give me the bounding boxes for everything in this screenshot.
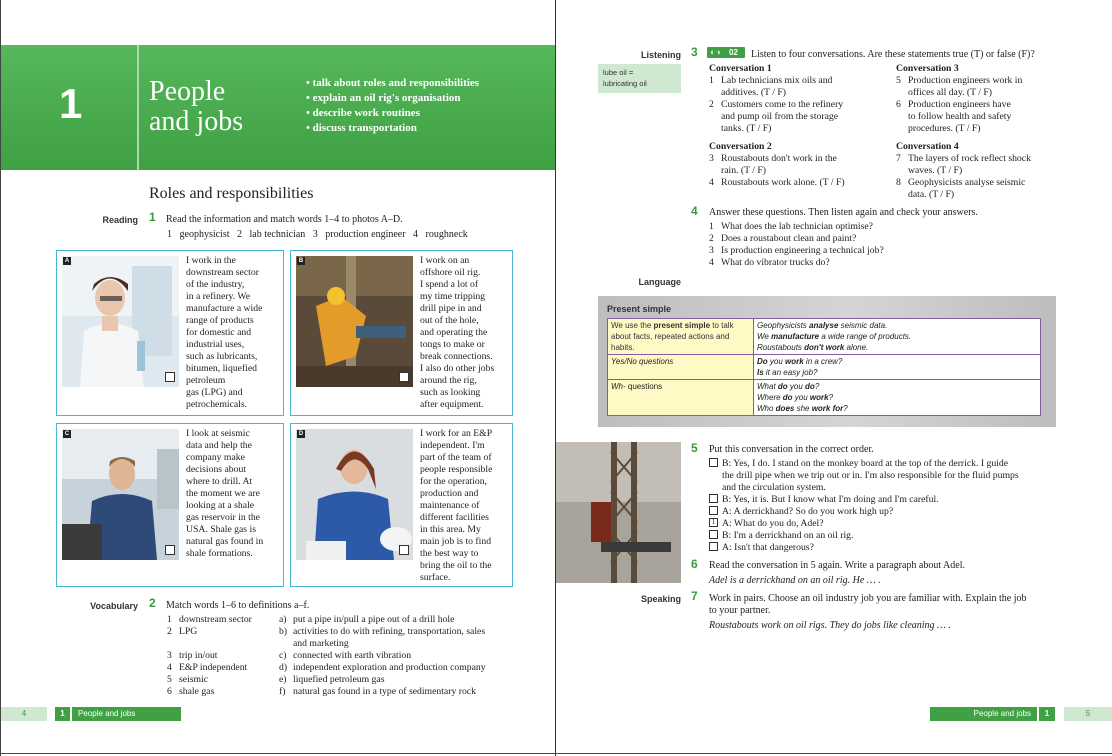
vocabulary-definitions — [279, 614, 529, 698]
page-number: 4 — [1, 707, 47, 721]
vocabulary-instruction: Match words 1–6 to definitions a–f. — [166, 600, 310, 611]
photo-tag: C — [64, 431, 70, 437]
objective-item: • explain an oil rig's organisation — [306, 92, 461, 104]
statement: 4 Roustabouts work alone. (T / F) — [709, 177, 845, 188]
answer-checkbox[interactable] — [399, 372, 409, 382]
objective-item: • discuss transportation — [306, 122, 417, 134]
order-box[interactable] — [709, 542, 718, 551]
vocab-definition: e) liquefied petroleum gas — [279, 674, 385, 685]
exercise-number: 2 — [149, 596, 156, 610]
photo-lab-technician — [62, 256, 179, 387]
footer-right — [930, 707, 1112, 721]
banner-divider — [137, 45, 139, 170]
exercise-number: 7 — [691, 589, 698, 603]
ex4-instruction: Answer these questions. Then listen again and check your answers. — [709, 207, 978, 218]
statement: 7 The layers of rock reflect shock waves. (T / F) — [896, 153, 1031, 176]
language-label: Language — [638, 277, 681, 287]
grammar-title: Present simple — [607, 304, 672, 314]
order-box[interactable] — [709, 458, 718, 467]
vocab-definition: f) natural gas found in a type of sedimentary rock — [279, 686, 476, 697]
vocab-word: 6 shale gas — [167, 686, 215, 697]
vocab-word: 3 trip in/out — [167, 650, 218, 661]
conversation-2: Conversation 2 3 Roustabouts don't work in the rain. (T / F) 4 Roustabouts work alone. (T / F) — [709, 141, 889, 189]
footer-unit-title: People and jobs — [72, 707, 181, 721]
statement: 6 Production engineers have to follow health and safety procedures. (T / F) — [896, 99, 1012, 134]
photo-roughneck — [296, 256, 413, 387]
conversation-line: A: Isn't that dangerous? — [709, 542, 1059, 554]
footer-unit-number: 1 — [1038, 707, 1055, 721]
grammar-rule: Yes/No questions — [608, 355, 754, 380]
unit-title — [149, 77, 243, 137]
ex5-instruction: Put this conversation in the correct order. — [709, 444, 874, 455]
unit-banner — [1, 45, 555, 170]
reading-words: 1 geophysicist 2 lab technician 3 production engineer 4 roughneck — [167, 229, 468, 240]
exercise-number: 6 — [691, 557, 698, 571]
grammar-examples: What do you do? Where do you work? Who does she work for? — [754, 380, 1041, 416]
photo-tag: A — [64, 258, 70, 264]
grammar-examples: Do you work in a crew? Is it an easy job? — [754, 355, 1041, 380]
reading-label: Reading — [102, 215, 138, 225]
order-box[interactable] — [709, 530, 718, 539]
vocab-definition: a) put a pipe in/pull a pipe out of a drill hole — [279, 614, 455, 625]
statement: 8 Geophysicists analyse seismic data. (T / F) — [896, 177, 1026, 200]
card-text: I look at seismic data and help the company make decisions about where to drill. At the moment we are looking at a shale gas reservoir in the USA. Shale gas is natural gas found in shale formations. — [186, 428, 264, 559]
vocab-definition: c) connected with earth vibration — [279, 650, 412, 661]
footer-left — [1, 707, 181, 721]
listening-label: Listening — [641, 50, 681, 60]
speaking-example: Roustabouts work on oil rigs. They do jobs like cleaning … . — [709, 620, 951, 631]
order-box[interactable] — [709, 494, 718, 503]
order-box[interactable] — [709, 506, 718, 515]
statement: 1 Lab technicians mix oils and additives. (T / F) — [709, 75, 833, 98]
question: 4 What do vibrator trucks do? — [709, 257, 830, 268]
conversation-line: B: I'm a derrickhand on an oil rig. — [709, 530, 1059, 542]
grammar-examples: Geophysicists analyse seismic data. We manufacture a wide range of products. Roustabouts don't work alone. — [754, 319, 1041, 355]
section-title: Roles and responsibilities — [149, 185, 314, 202]
question: 1 What does the lab technician optimise? — [709, 221, 873, 232]
ex5-conversation — [709, 458, 1059, 554]
footer-unit-title: People and jobs — [930, 707, 1037, 721]
exercise-number: 3 — [691, 45, 698, 59]
unit-title-line2: and jobs — [149, 106, 244, 137]
statement: 5 Production engineers work in offices all day. (T / F) — [896, 75, 1023, 98]
photo-tag: B — [298, 258, 304, 264]
question: 2 Does a roustabout clean and paint? — [709, 233, 857, 244]
vocab-definition: d) independent exploration and production company — [279, 662, 486, 673]
footer-unit-number: 1 — [55, 707, 71, 721]
page-spine — [555, 0, 556, 756]
page-number: 5 — [1064, 707, 1112, 721]
conversation-3: Conversation 3 5 Production engineers work in offices all day. (T / F) 6 Production engineers have to follow health and safety procedures. (T / F) — [896, 63, 1071, 135]
reading-instruction: Read the information and match words 1–4 to photos A–D. — [166, 214, 403, 225]
speaking-instruction: Work in pairs. Choose an oil industry job you are familiar with. Explain the job to your partner. — [709, 593, 1027, 616]
grammar-box — [598, 296, 1056, 427]
grammar-rule: We use the present simple to talk about facts, repeated actions and habits. — [608, 319, 754, 355]
photo-derrickhand — [556, 442, 681, 583]
conversation-line: B: Yes, I do. I stand on the monkey board at the top of the derrick. I guide the drill pipe when we trip out or in. I'm also responsible for the fluid pumps and the circulation system. — [709, 458, 1059, 494]
vocabulary-words — [167, 614, 277, 698]
vocab-word: 1 downstream sector — [167, 614, 252, 625]
ex6-instruction: Read the conversation in 5 again. Write a paragraph about Adel. — [709, 560, 965, 571]
grammar-rule: Wh- questions — [608, 380, 754, 416]
vocab-word: 2 LPG — [167, 626, 198, 637]
vocab-definition: and marketing — [293, 638, 349, 649]
exercise-number: 1 — [149, 210, 156, 224]
conversation-1: Conversation 1 1 Lab technicians mix oils and additives. (T / F) 2 Customers come to the refinery and pump oil from the storage tanks. (T / F) — [709, 63, 889, 135]
photo-tag: D — [298, 431, 304, 437]
reading-card-d — [290, 423, 513, 587]
ex4-questions — [709, 221, 1009, 269]
exercise-number: 5 — [691, 441, 698, 455]
answer-checkbox[interactable] — [165, 372, 175, 382]
objective-item: • describe work routines — [306, 107, 420, 119]
vocabulary-label: Vocabulary — [90, 601, 138, 611]
statement: 3 Roustabouts don't work in the rain. (T / F) — [709, 153, 837, 176]
audio-track-badge[interactable] — [707, 47, 745, 58]
card-text: I work in the downstream sector of the industry, in a refinery. We manufacture a wide range of products for domestic and industrial uses, such as lubricants, bitumen, liquefied petroleum gas (LPG) and petrochemicals. — [186, 255, 263, 410]
listening-instruction: Listen to four conversations. Are these statements true (T) or false (F)? — [751, 49, 1035, 60]
objective-item: • talk about roles and responsibilities — [306, 77, 480, 89]
glossary-note: lube oil = lubricating oil — [598, 64, 681, 93]
objectives-list — [306, 76, 479, 136]
grammar-table — [607, 318, 1041, 416]
conversation-4: Conversation 4 7 The layers of rock reflect shock waves. (T / F) 8 Geophysicists analyse seismic data. (T / F) — [896, 141, 1071, 201]
reading-card-a — [56, 250, 284, 416]
conversation-line: B: Yes, it is. But I know what I'm doing and I'm careful. — [709, 494, 1059, 506]
audio-icon: ◐◑ — [710, 47, 721, 57]
conversation-line: 1 A: What do you do, Adel? — [709, 518, 1059, 530]
vocab-word: 5 seismic — [167, 674, 209, 685]
photo-geophysicist — [62, 429, 179, 560]
unit-title-line1: People — [149, 76, 226, 107]
reading-card-b — [290, 250, 513, 416]
track-number: 02 — [729, 48, 738, 57]
unit-number: 1 — [59, 80, 83, 127]
answer-checkbox[interactable] — [165, 545, 175, 555]
card-text: I work for an E&P independent. I'm part of the team of people responsible for the operation, production and maintenance of different facilities in this area. My main job is to find the best way to bring the oil to the surface. — [420, 428, 493, 583]
speaking-label: Speaking — [640, 594, 681, 604]
statement: 2 Customers come to the refinery and pump oil from the storage tanks. (T / F) — [709, 99, 844, 134]
order-box[interactable]: 1 — [709, 518, 718, 527]
reading-card-c — [56, 423, 284, 587]
vocab-definition: b) activities to do with refining, transportation, sales — [279, 626, 486, 637]
answer-checkbox[interactable] — [399, 545, 409, 555]
page-border-bottom — [0, 753, 1112, 754]
question: 3 Is production engineering a technical job? — [709, 245, 884, 256]
vocab-word: 4 E&P independent — [167, 662, 248, 673]
conversation-line: A: A derrickhand? So do you work high up? — [709, 506, 1059, 518]
photo-production-engineer — [296, 429, 413, 560]
card-text: I work on an offshore oil rig. I spend a lot of my time tripping drill pipe in and out of the hole, and operating the tongs to make or break connections. I also do other jobs around the rig, such as looking after equipment. — [420, 255, 495, 410]
exercise-number: 4 — [691, 204, 698, 218]
ex6-example: Adel is a derrickhand on an oil rig. He … . — [709, 575, 881, 586]
